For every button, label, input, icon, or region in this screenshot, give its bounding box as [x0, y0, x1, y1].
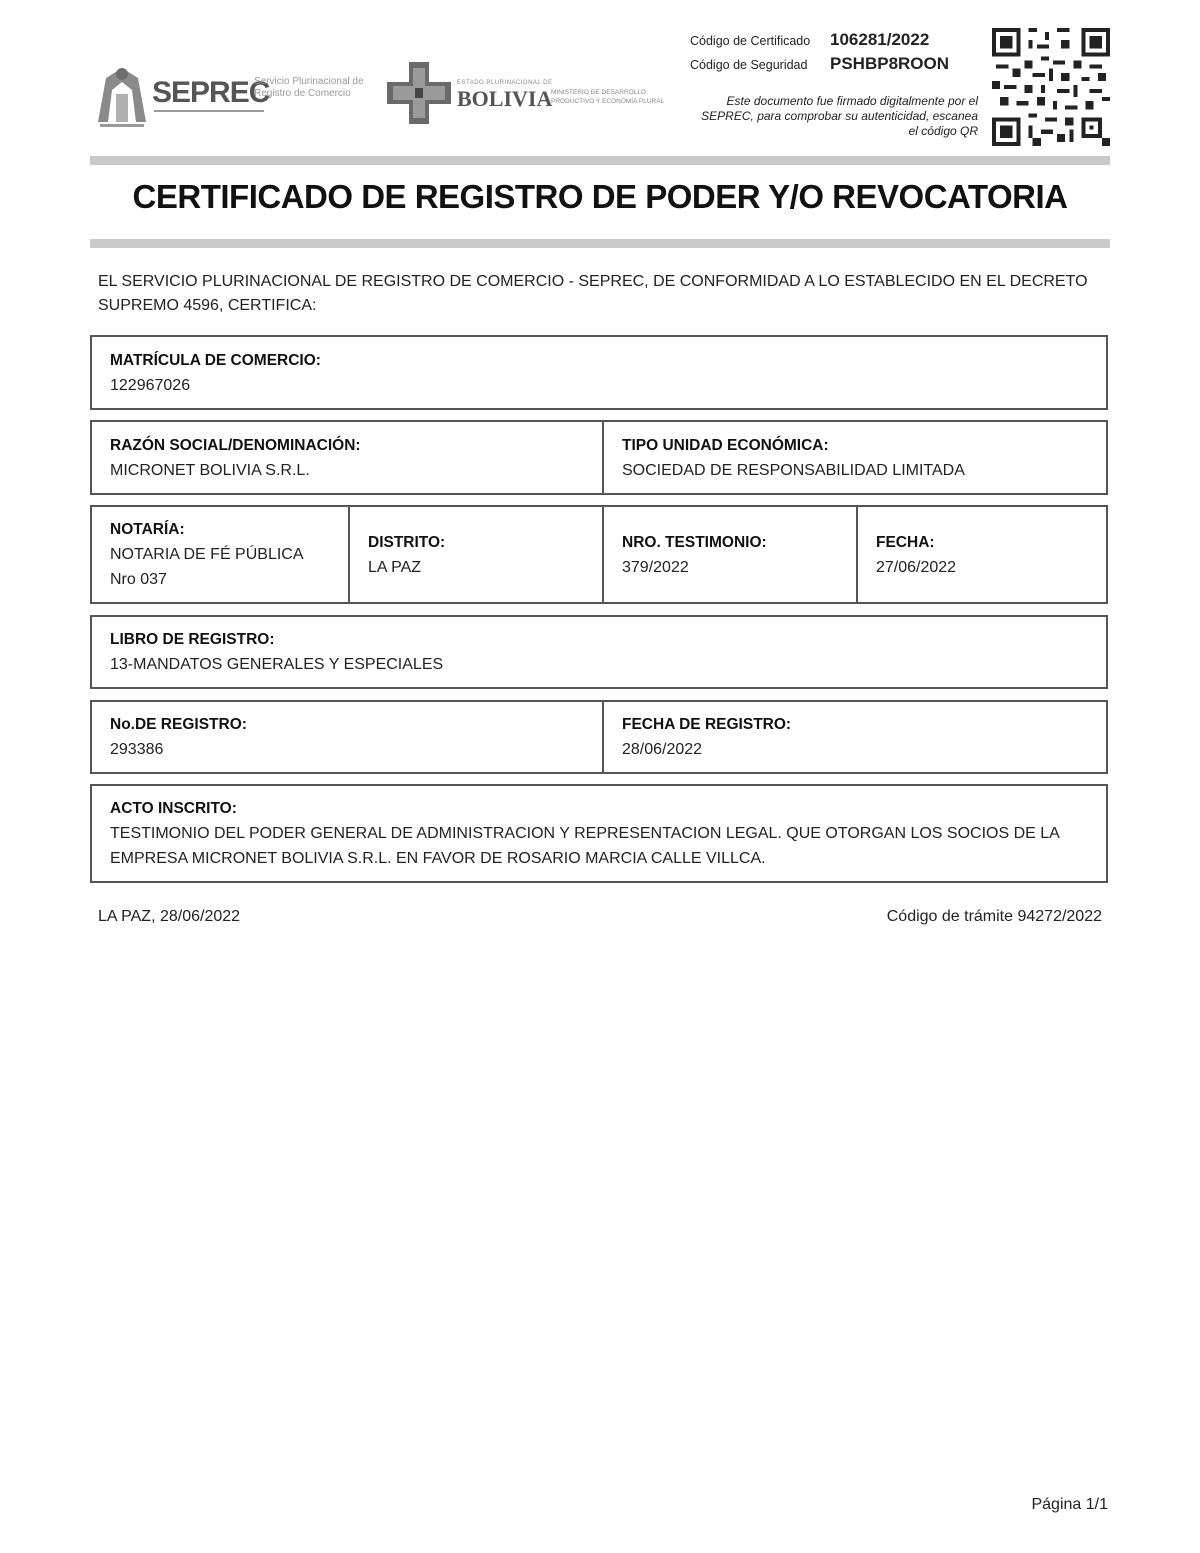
razon-social-label: RAZÓN SOCIAL/DENOMINACIÓN: — [110, 436, 361, 454]
seprec-wordmark: SEPREC — [152, 76, 270, 109]
no-registro-label: No.DE REGISTRO: — [110, 716, 247, 733]
seprec-underline — [154, 110, 264, 112]
digital-signature-note: Este documento fue firmado digitalmente por el SEPREC, para comprobar su autenticidad, escanea el código QR — [701, 94, 978, 138]
notaria-value-line1: NOTARIA DE FÉ PÚBLICA — [110, 546, 304, 563]
acto-cell — [92, 786, 1106, 881]
certificate-codes — [690, 30, 990, 78]
distrito-label: DISTRITO: — [368, 533, 446, 551]
tipo-unidad-value: SOCIEDAD DE RESPONSABILIDAD LIMITADA — [622, 461, 965, 479]
tipo-unidad-cell — [602, 422, 1106, 493]
libro-value: 13-MANDATOS GENERALES Y ESPECIALES — [110, 656, 444, 673]
security-code-value: PSHBP8ROON — [830, 54, 950, 73]
matricula-label: MATRÍCULA DE COMERCIO: — [110, 351, 321, 369]
registro-box — [90, 700, 1108, 774]
qr-code-icon[interactable] — [992, 28, 1110, 146]
matricula-box — [90, 335, 1108, 410]
certificate-code-label: Código de Certificado — [690, 34, 811, 48]
nro-testimonio-label: NRO. TESTIMONIO: — [622, 533, 767, 551]
place-date: LA PAZ, 28/06/2022 — [98, 908, 241, 925]
matricula-value: 122967026 — [110, 376, 191, 394]
seprec-subtitle — [254, 76, 364, 100]
nro-testimonio-cell — [602, 507, 856, 602]
certificate-code-row — [690, 30, 990, 54]
no-registro-value: 293386 — [110, 741, 164, 758]
fecha-registro-value: 28/06/2022 — [622, 741, 703, 758]
header-divider — [90, 156, 1110, 165]
distrito-value: LA PAZ — [368, 558, 422, 576]
acto-box — [90, 784, 1108, 883]
fecha-label: FECHA: — [876, 533, 935, 551]
notaria-label: NOTARÍA: — [110, 521, 185, 538]
no-registro-cell — [92, 702, 602, 772]
nro-testimonio-value: 379/2022 — [622, 558, 689, 576]
notaria-cell — [92, 507, 348, 602]
fecha-value: 27/06/2022 — [876, 558, 957, 576]
matricula-cell — [92, 337, 1106, 408]
libro-label: LIBRO DE REGISTRO: — [110, 631, 275, 648]
certificate-code-value: 106281/2022 — [830, 30, 930, 49]
fecha-cell — [856, 507, 1106, 602]
security-code-row — [690, 54, 990, 78]
razon-social-cell — [92, 422, 602, 493]
seprec-subtitle-line2: Registro de Comercio — [254, 88, 351, 99]
bolivia-emblem-icon — [387, 62, 451, 124]
bolivia-logo — [387, 62, 687, 124]
notary-box — [90, 505, 1108, 604]
bolivia-state-text: ESTADO PLURINACIONAL DE — [457, 80, 553, 86]
security-code-label: Código de Seguridad — [690, 58, 808, 72]
page-number: Página 1/1 — [1031, 1496, 1108, 1513]
page-title: CERTIFICADO DE REGISTRO DE PODER Y/O REVOCATORIA — [132, 178, 1068, 215]
seprec-logo — [92, 60, 372, 132]
libro-cell — [92, 617, 1106, 687]
ministry-text — [551, 88, 664, 106]
ministry-line2: PRODUCTIVO Y ECONOMÍA PLURAL — [551, 98, 665, 105]
libro-box — [90, 615, 1108, 689]
notaria-value-line2: Nro 037 — [110, 571, 167, 588]
seprec-emblem-icon — [92, 60, 152, 130]
intro-text: EL SERVICIO PLURINACIONAL DE REGISTRO DE COMERCIO - SEPREC, DE CONFORMIDAD A LO ESTABLECIDO EN EL DECRETO SUPREMO 4596, CERTIFICA: — [98, 273, 1088, 314]
fecha-registro-cell — [602, 702, 1106, 772]
company-box — [90, 420, 1108, 495]
fecha-registro-label: FECHA DE REGISTRO: — [622, 716, 792, 733]
tipo-unidad-label: TIPO UNIDAD ECONÓMICA: — [622, 436, 829, 454]
acto-value: TESTIMONIO DEL PODER GENERAL DE ADMINISTRACION Y REPRESENTACION LEGAL. QUE OTORGAN LOS SOCIOS DE LA EMPRESA MICRONET BOLIVIA S.R.L. EN FAVOR DE ROSARIO MARCIA CALLE VILLCA. — [110, 825, 1059, 867]
seprec-subtitle-line1: Servicio Plurinacional de — [254, 76, 364, 87]
distrito-cell — [348, 507, 602, 602]
tramite-code: Código de trámite 94272/2022 — [886, 908, 1102, 925]
title-divider — [90, 239, 1110, 248]
razon-social-value: MICRONET BOLIVIA S.R.L. — [110, 461, 310, 479]
bolivia-wordmark: BOLIVIA — [457, 86, 553, 111]
acto-label: ACTO INSCRITO: — [110, 800, 237, 817]
ministry-line1: MINISTERIO DE DESARROLLO — [551, 89, 646, 96]
